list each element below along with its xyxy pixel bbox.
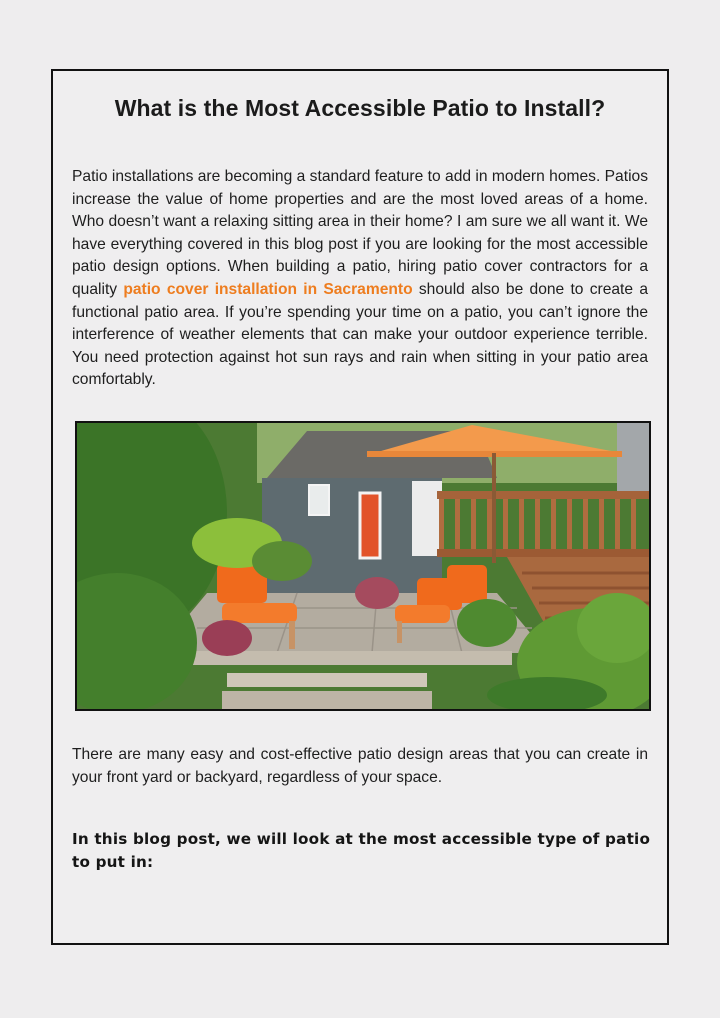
page-frame xyxy=(51,69,669,945)
intro-paragraph xyxy=(72,166,648,392)
second-paragraph: There are many easy and cost-effective patio design areas that you can create in your front yard or backyard, regardless of your space. xyxy=(72,746,648,786)
intro-text-after-link: should also be done to create a functional patio area. If you’re spending your time on a patio, you can’t ignore the interference of weather elements that can make your outdoor experience terrible. You need protection against hot sun rays and rain when sitting in your patio area comfortably. xyxy=(72,280,648,389)
patio-photo xyxy=(75,421,651,711)
intro-text-before-link: Patio installations are becoming a standard feature to add in modern homes. Patios increase the value of home properties and are the most loved areas of a home. Who doesn’t want a relaxing sitting area in their home? I am sure we all want it. We have everything covered in this blog post if you are looking for the most accessible patio design options. When building a patio, hiring patio cover contractors for a quality xyxy=(72,168,648,298)
page-title: What is the Most Accessible Patio to Install? xyxy=(114,95,606,121)
lead-in-heading: In this blog post, we will look at the most accessible type of patio to put in: xyxy=(72,830,651,871)
patio-cover-installation-link[interactable]: patio cover installation in Sacramento xyxy=(123,280,413,298)
